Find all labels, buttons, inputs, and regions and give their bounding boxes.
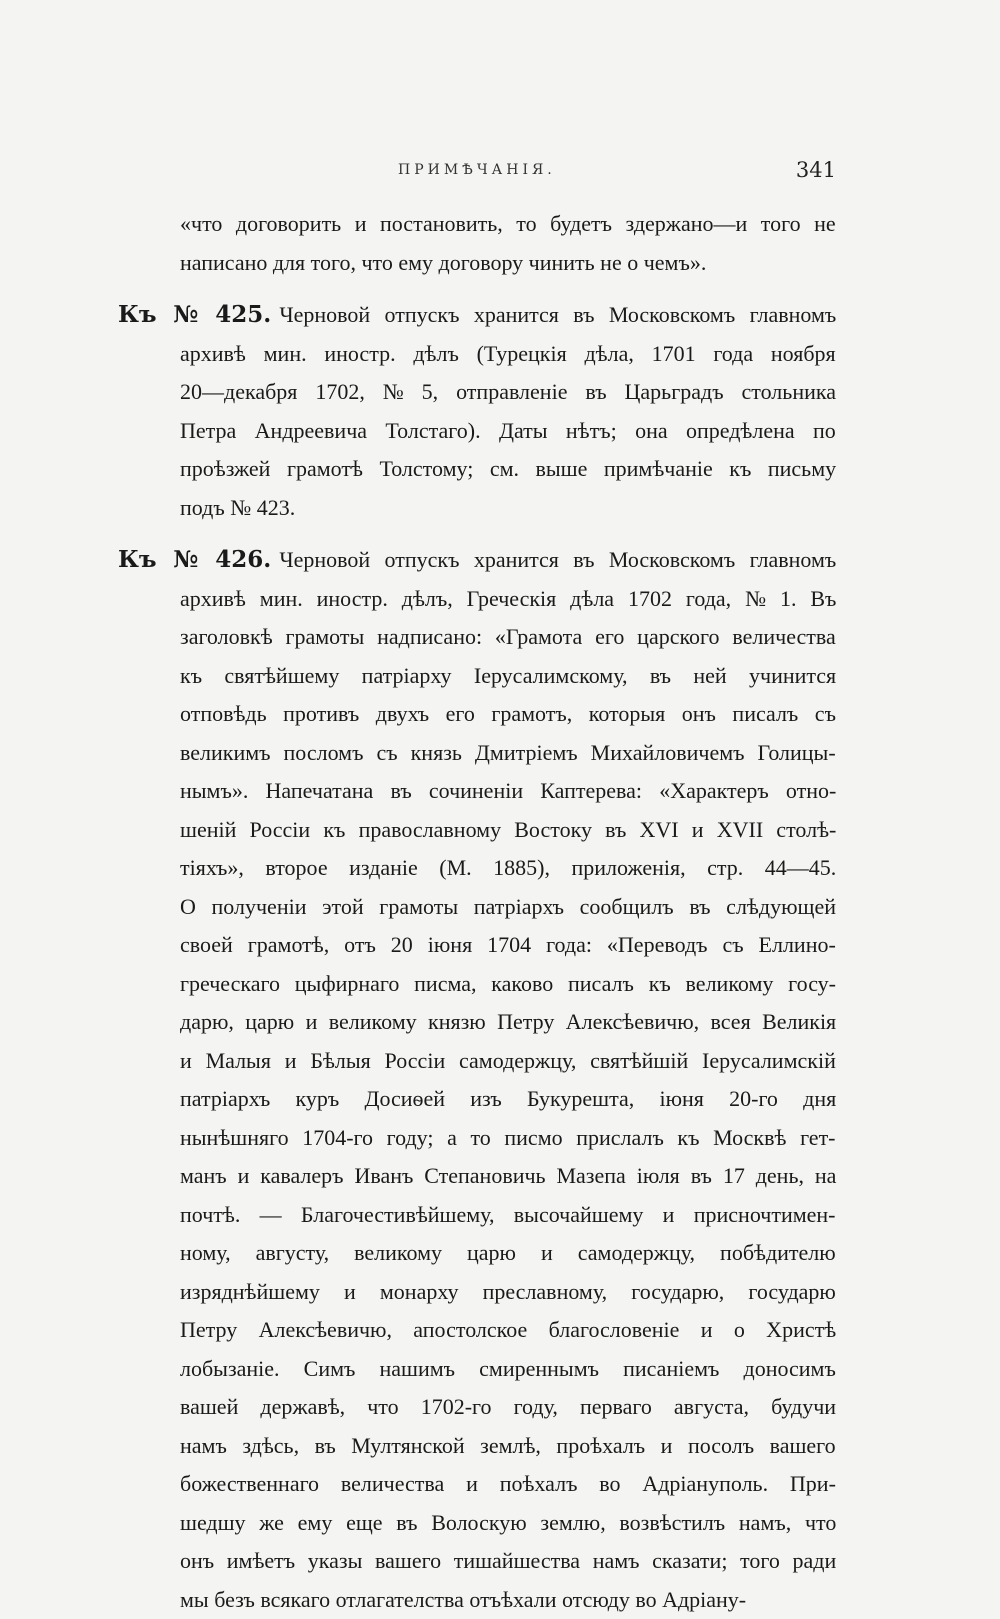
text-line bbox=[180, 244, 836, 282]
line-text: божественнаго величества и поѣхалъ во Адріануполь. При- bbox=[180, 1471, 836, 1496]
line-text: лобызаніе. Симъ нашимъ смиреннымъ писаніемъ доносимъ bbox=[180, 1355, 836, 1381]
line-text: архивѣ мин. иностр. дѣлъ (Турецкія дѣла, 1701 года ноября bbox=[180, 340, 836, 366]
line-text: нынѣшняго 1704-го году; а то писмо прислалъ къ Москвѣ гет- bbox=[180, 1124, 836, 1150]
note-426-first-line bbox=[118, 541, 836, 579]
line-text: и Малыя и Бѣлыя Россіи самодержцу, святѣйшій Іерусалимскій bbox=[180, 1047, 836, 1073]
text-line bbox=[180, 618, 836, 656]
text-line bbox=[180, 657, 836, 695]
line-text: манъ и кавалеръ Иванъ Степановичь Мазепа іюля въ 17 день, на bbox=[180, 1163, 837, 1188]
text-line bbox=[180, 965, 836, 1003]
note-425-first-line bbox=[118, 296, 836, 334]
text-line bbox=[180, 1504, 836, 1542]
text-line bbox=[180, 926, 836, 964]
text-line bbox=[180, 1234, 836, 1272]
line-text: Черновой отпускъ хранится въ Московскомъ главномъ bbox=[279, 547, 837, 572]
text-line bbox=[180, 489, 836, 527]
line-text: «что договорить и постановить, то будетъ здержано—и того не bbox=[180, 211, 836, 236]
line-text: заголовкѣ грамоты надписано: «Грамота его царского величества bbox=[180, 624, 836, 649]
line-text: 20—декабря 1702, № 5, отправленіе въ Царьградъ стольника bbox=[180, 379, 836, 404]
note-425-label: Къ № 425. bbox=[118, 301, 272, 328]
line-text: написано для того, что ему договору чинить не о чемъ». bbox=[180, 249, 707, 275]
text-line bbox=[180, 1119, 836, 1157]
text-line bbox=[180, 450, 836, 488]
line-text: тіяхъ», второе изданіе (М. 1885), приложенія, стр. 44—45. bbox=[180, 855, 837, 880]
text-line bbox=[180, 1542, 836, 1580]
text-line bbox=[180, 1388, 836, 1426]
line-text: намъ здѣсь, въ Мултянской землѣ, проѣхалъ и посолъ вашего bbox=[180, 1432, 836, 1458]
line-text: патріархъ куръ Досиѳей изъ Букурешта, іюня 20-го дня bbox=[180, 1086, 837, 1111]
line-text: подъ № 423. bbox=[180, 494, 296, 520]
line-text: онъ имѣетъ указы вашего тишайшества намъ сказати; того ради bbox=[180, 1548, 837, 1573]
line-text: Петру Алексѣевичю, апостолское благословеніе и о Христѣ bbox=[180, 1317, 837, 1342]
line-text: великимъ посломъ съ князь Дмитріемъ Михайловичемъ Голицы- bbox=[180, 739, 836, 765]
line-text: почтѣ. — Благочестивѣйшему, высочайшему и присночтимен- bbox=[180, 1201, 836, 1227]
line-text: архивѣ мин. иностр. дѣлъ, Греческія дѣла 1702 года, № 1. Въ bbox=[180, 585, 837, 611]
line-text: шедшу же ему еще въ Волоскую землю, возвѣстилъ намъ, что bbox=[180, 1509, 837, 1535]
line-text: Черновой отпускъ хранится въ Московскомъ главномъ bbox=[279, 302, 837, 327]
line-text: ному, августу, великому царю и самодержцу, побѣдителю bbox=[180, 1240, 836, 1265]
text-line bbox=[180, 1465, 836, 1503]
note-426-label: Къ № 426. bbox=[118, 546, 272, 573]
text-line bbox=[180, 580, 836, 618]
text-line bbox=[180, 1273, 836, 1311]
text-line bbox=[180, 695, 836, 733]
line-text: Петра Андреевича Толстаго). Даты нѣтъ; она опредѣлена по bbox=[180, 417, 836, 443]
line-text: вашей державѣ, что 1702-го году, перваго августа, будучи bbox=[180, 1394, 837, 1419]
line-text: дарю, царю и великому князю Петру Алексѣевичю, всея Великія bbox=[180, 1009, 837, 1034]
text-line bbox=[180, 412, 836, 450]
text-line bbox=[180, 1311, 836, 1349]
page-header bbox=[180, 160, 836, 190]
text-line bbox=[180, 811, 836, 849]
line-text: О полученіи этой грамоты патріархъ сообщилъ въ слѣдующей bbox=[180, 893, 836, 919]
text-line bbox=[180, 849, 836, 887]
text-line bbox=[180, 335, 836, 373]
text-line bbox=[180, 734, 836, 772]
text-line bbox=[180, 205, 836, 243]
text-line bbox=[180, 373, 836, 411]
text-line bbox=[180, 772, 836, 810]
line-text: къ святѣйшему патріарху Іерусалимскому, въ ней учинится bbox=[180, 662, 837, 688]
page-number: 341 bbox=[795, 158, 836, 182]
text-line bbox=[180, 1581, 836, 1619]
line-text: мы безъ всякаго отлагателства отъѣхали отсюду во Адріану- bbox=[180, 1586, 747, 1612]
line-text: отповѣдь противъ двухъ его грамотъ, которыя онъ писалъ съ bbox=[180, 701, 836, 726]
text-line bbox=[180, 1042, 836, 1080]
line-text: шеній Россіи къ православному Востоку въ XVI и XVII столѣ- bbox=[180, 816, 837, 842]
text-line bbox=[180, 1080, 836, 1118]
text-line bbox=[180, 1427, 836, 1465]
line-text: нымъ». Напечатана въ сочиненіи Каптерева: «Характеръ отно- bbox=[180, 778, 837, 803]
text-line bbox=[180, 888, 836, 926]
text-line bbox=[180, 1196, 836, 1234]
text-line bbox=[180, 1157, 836, 1195]
line-text: проѣзжей грамотѣ Толстому; см. выше примѣчаніе къ письму bbox=[180, 456, 837, 481]
line-text: изряднѣйшему и монарху преславному, государю, государю bbox=[180, 1278, 836, 1304]
text-line bbox=[180, 1350, 836, 1388]
line-text: греческаго цыфирнаго писма, каково писалъ къ великому госу- bbox=[180, 970, 837, 996]
running-head: ПРИМѢЧАНІЯ. bbox=[398, 162, 556, 178]
text-line bbox=[180, 1003, 836, 1041]
line-text: своей грамотѣ, отъ 20 іюня 1704 года: «Переводъ съ Еллино- bbox=[180, 932, 836, 957]
